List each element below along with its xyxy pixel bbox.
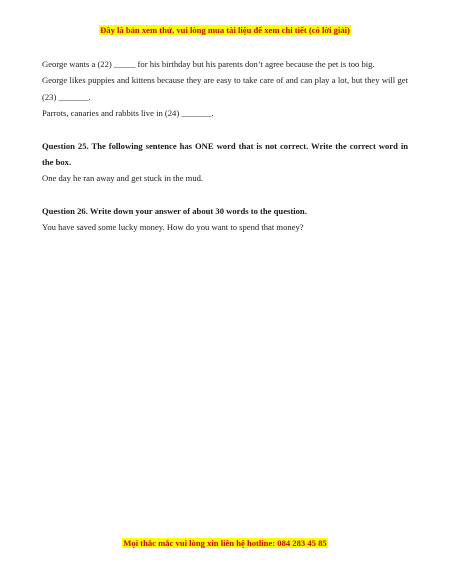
hotline-banner	[0, 538, 450, 549]
question-25-title: Question 25. The following sentence has ONE word that is not correct. Write the correct word in the box.	[42, 140, 408, 168]
question-25-text: One day he ran away and get stuck in the mud.	[42, 173, 204, 184]
paragraph-q23: George likes puppies and kittens because they are easy to take care of and can play a lot, but they will get (23) _______.	[42, 75, 408, 102]
spacer	[42, 122, 408, 138]
question-26-title: Question 26. Write down your answer of about 30 words to the question.	[42, 205, 307, 216]
question-26-text: You have saved some lucky money. How do you want to spend that money?	[42, 222, 304, 233]
document-body	[42, 56, 408, 236]
preview-banner	[0, 25, 450, 36]
spacer	[42, 187, 408, 203]
preview-banner-text: Đây là bản xem thử, vui lòng mua tài liệu để xem chi tiết (có lời giải)	[100, 25, 350, 35]
hotline-banner-text: Mọi thắc mắc vui lòng xin liên hệ hotline: 084 283 45 85	[123, 538, 327, 548]
paragraph-q22: George wants a (22) _____ for his birthday but his parents don’t agree because the pet is too big.	[42, 59, 375, 69]
paragraph-q24: Parrots, canaries and rabbits live in (24) _______.	[42, 108, 214, 119]
